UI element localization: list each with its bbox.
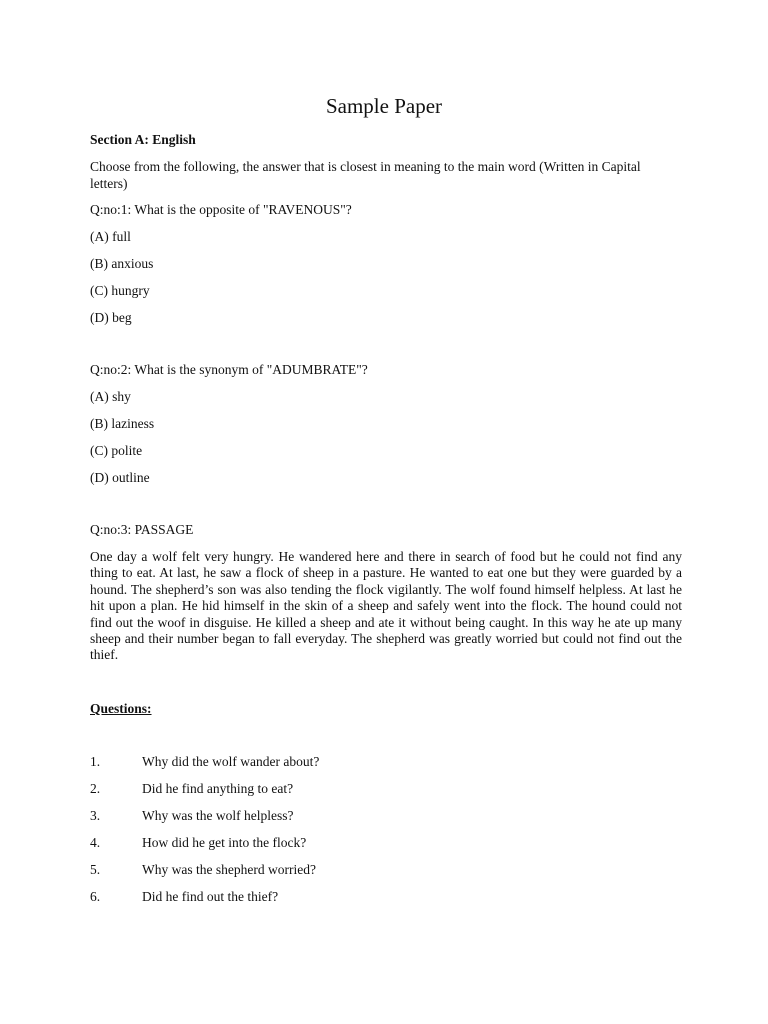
section-heading: Section A: English: [90, 132, 196, 147]
question-item: [90, 807, 690, 824]
question-number: 5.: [90, 862, 101, 877]
question-2-prompt: Q:no:2: What is the synonym of "ADUMBRATE"?: [90, 362, 368, 377]
questions-heading: Questions:: [90, 701, 152, 716]
instructions-text: Choose from the following, the answer that is closest in meaning to the main word (Written in Capital letters): [90, 159, 641, 191]
question-3-prompt: Q:no:3: PASSAGE: [90, 522, 194, 537]
question-1-option-d: (D) beg: [90, 310, 132, 325]
question-number: 6.: [90, 889, 101, 904]
question-item: [90, 753, 690, 770]
question-1-option-a: (A) full: [90, 229, 131, 244]
question-2-option-a: (A) shy: [90, 389, 131, 404]
question-item: [90, 780, 690, 797]
question-2-option-c: (C) polite: [90, 443, 143, 458]
question-item: [90, 888, 690, 905]
page-title: Sample Paper: [325, 94, 443, 118]
question-1-option-b: (B) anxious: [90, 256, 154, 271]
question-2-option-d: (D) outline: [90, 470, 150, 485]
question-text: Why was the shepherd worried?: [142, 862, 316, 877]
question-2-option-b: (B) laziness: [90, 416, 155, 431]
question-text: Why did the wolf wander about?: [142, 754, 320, 769]
question-1-prompt: Q:no:1: What is the opposite of "RAVENOUS"?: [90, 202, 352, 217]
passage-text: One day a wolf felt very hungry. He wandered here and there in search of food but he could not find any thing to eat. At last, he saw a flock of sheep in a pasture. He wanted to eat one but they were guarded by a hound. The shepherd’s son was also tending the flock vigilantly. The wolf found himself helpless. At last he hit upon a plan. He hid himself in the skin of a sheep and safely went into the flock. The hound could not find out the woof in disguise. He killed a sheep and ate it without being caught. In this way he ate up many sheep and their number began to fall everyday. The shepherd was greatly worried but could not find out the thief.: [90, 549, 682, 663]
question-text: Did he find out the thief?: [142, 889, 279, 904]
question-text: How did he get into the flock?: [142, 835, 307, 850]
question-text: Why was the wolf helpless?: [142, 808, 294, 823]
question-item: [90, 834, 690, 851]
question-number: 4.: [90, 835, 101, 850]
question-text: Did he find anything to eat?: [142, 781, 294, 796]
question-number: 3.: [90, 808, 101, 823]
question-number: 2.: [90, 781, 101, 796]
question-number: 1.: [90, 754, 101, 769]
question-1-option-c: (C) hungry: [90, 283, 150, 298]
question-item: [90, 861, 690, 878]
